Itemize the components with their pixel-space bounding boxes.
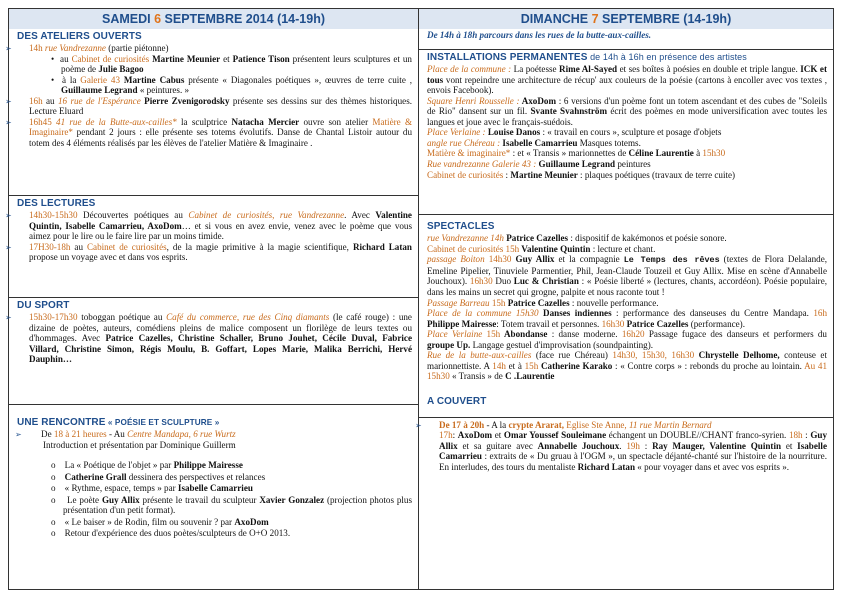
couvert-title: A COUVERT (427, 395, 487, 407)
arrow-right-icon: ➢ (5, 44, 12, 54)
couvert-section (415, 418, 833, 476)
lectures-title: DES LECTURES (17, 197, 96, 209)
list-item: o La « Poétique de l'objet » par Philippe Mairesse (51, 460, 243, 471)
spectacle-item: Place Verlaine 15h Abondanse : danse moderne. 16h20 Passage fugace des danseurs et performers du groupe Up. Langage gestuel d'improvisation (soundpainting). (427, 329, 827, 350)
arrow-right-icon: ➢ (5, 313, 12, 323)
couvert-description: 17h: AxoDom et Omar Youssef Souleimane échangent un DOUBLE//CHANT franco-syrien. 18h : Guy Allix et sa guitare avec Annabelle Jouchoux. 19h : Ray Mauger, Valentine Quintin et Isabelle Camarrieu : extraits de « Du gruau à l'OGM », un spectacle déjanté-chanté sur l'histoire de la nourriture. En interludes, des tours du mentaliste Richard Latan « pour voyager dans et avec vos esprits ». (439, 430, 827, 472)
ateliers-section (5, 29, 418, 196)
saturday-header: SAMEDI 6 SEPTEMBRE 2014 (14-19h) (9, 9, 418, 29)
list-item: ➢ 14h rue Vandrezanne (partie piétonne) (5, 43, 169, 54)
spectacle-item: Passage Barreau 15h Patrice Cazelles : nouvelle performance. (427, 297, 659, 308)
installation-item: Matière & imaginaire* : et « Transis » marionnettes de Céline Laurentie à 15h30 (427, 148, 726, 159)
bullet-icon: • (51, 74, 62, 85)
list-item: • à la Galerie 43 Martine Cabus présente « Diagonales poétiques », œuvres de terre cuite , Guillaume Legrand « peintures. » (51, 74, 413, 96)
list-item: ➢ 15h30-17h30 toboggan poétique au Café du commerce, rue des Cinq diamants (le café rouge) : une dizaine de poètes, auteurs, comédiens pleins de malice composent un florilège de leurs textes ou d'hommages. Avec Patrice Cazelles, Christine Schaller, Bruno Jouhet, Cécile Duval, Fabrice Villard, Christine Simon, Régis Moulu, B. Goffart, Lopes Marie, Malika Berrichi, Hervé Dauphin… (5, 312, 412, 365)
installation-item: angle rue Chéreau : Isabelle Camarrieu Masques totems. (427, 137, 641, 148)
sport-section (5, 298, 418, 405)
circle-bullet-icon: o (51, 471, 65, 482)
rencontre-section (9, 405, 418, 543)
list-item: ➢ De 18 à 21 heures - Au Centre Mandapa, 6 rue Wurtz (15, 429, 236, 440)
rencontre-title: UNE RENCONTRE « POÉSIE ET SCULPTURE » (17, 416, 220, 428)
rencontre-intro: Introduction et présentation par Dominique Guillerm (43, 439, 236, 450)
sunday-intro-section (419, 29, 833, 50)
installation-item: Cabinet de curiosités : Martine Meunier : plaques poétiques (travaux de terre cuite) (427, 169, 736, 180)
list-item: ➢ 16h45 41 rue de la Butte-aux-cailles* la sculptrice Natacha Mercier ouvre son atelier Matière & Imaginaire* pendant 2 jours : elle présente ses totems évolutifs. Danse de Chantal Listoir autour du totem des 4 éléments réalisés par les élèves de l'atelier Matière & Imaginaire . (5, 116, 413, 149)
installation-item: Square Henri Rousselle : AxoDom : 6 versions d'un poème font un totem ascendant et des cubes de "Soleils de Rio" dansent sur un fil. Svante Svahnström écrit des poèmes en mode universification avec toutes les langues et joue avec le français-suédois. (427, 95, 828, 127)
list-item: o Le poète Guy Allix présente le travail du sculpteur Xavier Gonzalez (projection photos plus présentation d'un petit format). (51, 494, 412, 516)
sunday-intro: De 14h à 18h parcours dans les rues de la butte-aux-cailles. (427, 29, 652, 40)
spectacles-title: SPECTACLES (427, 220, 495, 232)
spectacle-item: passage Boiton 14h30 Guy Allix et la compagnie Le Temps des rêves (textes de Flora Delalande, Emeline Pipelier, Tinuviele Parmentier, Phil, Jean-Claude Touzeil et Guy Allix. Mise en scène d'Annabelle Jouchoux). 16h30 Duo Luc & Christian : « Poésie liberté » (lectures, chants, accordéon). Poésie populaire, dans les mains un secret qui grogne, palpite et nous raconte tout ! (427, 254, 828, 298)
spectacle-item: rue Vandrezanne 14h Patrice Cazelles : dispositif de kakémonos et poésie sonore. (427, 233, 727, 244)
arrow-right-icon: ➢ (15, 430, 22, 440)
list-item: o Retour d'expérience des duos poètes/sculpteurs de O+O 2013. (51, 528, 291, 539)
list-item: ➢ De 17 à 20h - A la crypte Ararat, Eglise Ste Anne, 11 rue Martin Bernard (415, 419, 712, 430)
lectures-section (5, 196, 418, 298)
installation-item: Place Verlaine : Louise Danos : « travail en cours », sculpture et posage d'objets (427, 127, 722, 138)
sunday-header: DIMANCHE 7 SEPTEMBRE (14-19h) (419, 9, 833, 29)
sunday-column (415, 9, 833, 589)
sport-title: DU SPORT (17, 299, 70, 311)
arrow-right-icon: ➢ (5, 117, 12, 127)
circle-bullet-icon: o (51, 528, 65, 539)
list-item: ➢ 17H30-18h au Cabinet de curiosités, de la magie primitive à la magie scientifique, Richard Latan propose un voyage avec et dans vos esprits. (5, 241, 412, 263)
circle-bullet-icon: o (51, 494, 67, 505)
spectacles-section (419, 215, 833, 418)
circle-bullet-icon: o (51, 460, 65, 471)
circle-bullet-icon: o (51, 516, 65, 527)
installation-item: Place de la commune : La poétesse Rime Al-Sayed et ses boîtes à poésies en double et triple langue. ICK et tous vont repeindre une architecture de récup' aux couleurs de la poésie (cartons à encoller avec vos textes , envois Facebook). (427, 64, 827, 96)
arrow-right-icon: ➢ (5, 96, 12, 106)
installations-title: INSTALLATIONS PERMANENTES de 14h à 16h en présence des artistes (427, 51, 747, 63)
circle-bullet-icon: o (51, 483, 65, 494)
spectacle-item: Place de la commune 15h30 Danses indiennes : performance des danseuses du Centre Mandapa. 16h Philippe Mairesse: Totem travail et personnes. 16h30 Patrice Cazelles (performance). (427, 308, 827, 329)
list-item: o Catherine Grall dessinera des perspectives et relances (51, 471, 266, 482)
arrow-right-icon: ➢ (415, 420, 422, 430)
installation-item: Rue vandrezanne Galerie 43 : Guillaume Legrand peintures (427, 159, 651, 170)
arrow-right-icon: ➢ (5, 242, 12, 252)
list-item: • au Cabinet de curiosités Martine Meunier et Patience Tison présentent leurs sculptures et un poème de Julie Bagoo (51, 53, 412, 75)
list-item: ➢ 16h au 16 rue de l'Espérance Pierre Zvenigorodsky présente ses dessins sur des thèmes historiques. Lecture Eluard (5, 95, 413, 117)
bullet-icon: • (51, 53, 61, 64)
arrow-right-icon: ➢ (5, 211, 12, 221)
saturday-column (5, 9, 419, 589)
list-item: o « Le baiser » de Rodin, film ou souvenir ? par AxoDom (51, 516, 269, 527)
spectacle-item: Cabinet de curiosités 15h Valentine Quintin : lecture et chant. (427, 243, 656, 254)
spectacle-item: Rue de la butte-aux-cailles (face rue Chéreau) 14h30, 15h30, 16h30 Chrystelle Delhome, conteuse et marionnettiste. A 14h et à 15h Catherine Karako : « Contre corps » : rebonds du proche au lointain. Au 41 15h30 « Transis » de C .Laurentie (427, 350, 828, 382)
program-page (5, 8, 834, 590)
installations-section (419, 50, 833, 215)
list-item: o « Rythme, espace, temps » par Isabelle Camarrieu (51, 483, 253, 494)
ateliers-title: DES ATELIERS OUVERTS (17, 30, 142, 42)
list-item: ➢ 14h30-15h30 Découvertes poétiques au Cabinet de curiosités, rue Vandrezanne. Avec Valentine Quintin, Isabelle Camarrieu, AxoDom… et si vous en avez envie, venez avec le poème que vous aimez pour le lire ou le faire lire par un moins timide. (5, 210, 413, 242)
